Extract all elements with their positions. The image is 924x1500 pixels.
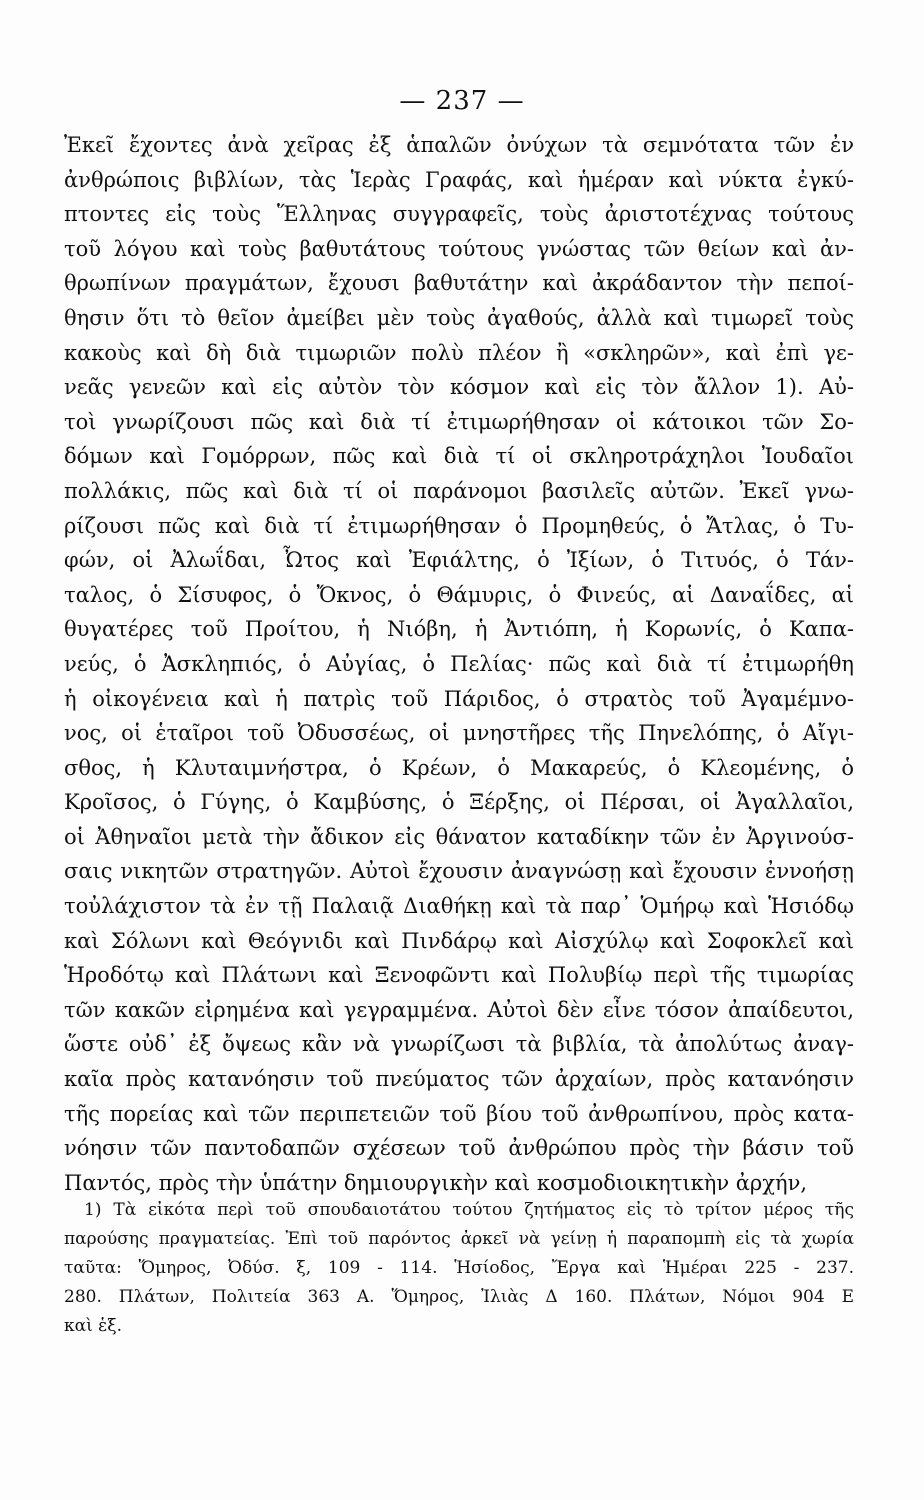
body-line: νος, οἱ ἑταῖροι τοῦ Ὀδυσσέως, οἱ μνηστῆρες τῆς Πηνελόπης, ὁ Αἴγι- <box>64 721 854 746</box>
body-line: ρίζουσι πῶς καὶ διὰ τί ἐτιμωρήθησαν ὁ Προμηθεύς, ὁ Ἄτλας, ὁ Τυ- <box>64 513 854 538</box>
footnote-line: παρούσης πραγματείας. Ἐπὶ τοῦ παρόντος ἀρκεῖ νὰ γείνῃ ἡ παραπομπὴ εἰς τὰ χωρία <box>64 1229 854 1249</box>
body-line: πολλάκις, πῶς καὶ διὰ τί οἱ παράνομοι βασιλεῖς αὐτῶν. Ἐκεῖ γνω- <box>64 478 854 503</box>
body-line: σθος, ἡ Κλυταιμνήστρα, ὁ Κρέων, ὁ Μακαρεύς, ὁ Κλεομένης, ὁ <box>64 755 854 780</box>
footnote-line: ταῦτα: Ὅμηρος, Ὀδύσ. ξ, 109 - 114. Ἡσίοδος, Ἔργα καὶ Ἡμέραι 225 - 237. <box>64 1258 854 1278</box>
body-line: Ἡροδότῳ καὶ Πλάτωνι καὶ Ξενοφῶντι καὶ Πολυβίῳ περὶ τῆς τιμωρίας <box>64 963 854 988</box>
body-line: νεᾶς γενεῶν καὶ εἰς αὐτὸν τὸν κόσμον καὶ εἰς τὸν ἄλλον 1). Αὐ- <box>64 375 854 400</box>
body-line: οἱ Ἀθηναῖοι μετὰ τὴν ἄδικον εἰς θάνατον καταδίκην τῶν ἐν Ἀργινούσ- <box>64 824 854 849</box>
body-line: σαις νικητῶν στρατηγῶν. Αὐτοὶ ἔχουσιν ἀναγνώσῃ καὶ ἔχουσιν ἐννοήσῃ <box>64 859 854 884</box>
body-line: καὶ Σόλωνι καὶ Θεόγνιδι καὶ Πινδάρῳ καὶ Αἰσχύλῳ καὶ Σοφοκλεῖ καὶ <box>64 928 854 953</box>
body-line: θρωπίνων πραγμάτων, ἔχουσι βαθυτάτην καὶ ἀκράδαντον τὴν πεποί- <box>64 271 854 296</box>
body-line: φών, οἱ Ἀλωΐδαι, Ὦτος καὶ Ἐφιάλτης, ὁ Ἰξίων, ὁ Τιτυός, ὁ Τάν- <box>64 548 854 573</box>
body-line: νόησιν τῶν παντοδαπῶν σχέσεων τοῦ ἀνθρώπου πρὸς τὴν βάσιν τοῦ <box>64 1136 854 1161</box>
body-line: τοῦ λόγου καὶ τοὺς βαθυτάτους τούτους γνώστας τῶν θείων καὶ ἀν- <box>64 236 854 261</box>
body-line: ἀνθρώποις βιβλίων, τὰς Ἱερὰς Γραφάς, καὶ ἡμέραν καὶ νύκτα ἐγκύ- <box>64 167 854 192</box>
body-line: θησιν ὅτι τὸ θεῖον ἀμείβει μὲν τοὺς ἀγαθούς, ἀλλὰ καὶ τιμωρεῖ τοὺς <box>64 305 854 330</box>
body-line: καῖα πρὸς κατανόησιν τοῦ πνεύματος τῶν ἀρχαίων, πρὸς κατανόησιν <box>64 1067 854 1092</box>
body-line: ὥστε οὐδ᾽ ἐξ ὄψεως κἂν νὰ γνωρίζωσι τὰ βιβλία, τὰ ἀπολύτως ἀναγ- <box>64 1032 854 1057</box>
body-paragraph <box>64 128 854 1200</box>
footnote-line: 280. Πλάτων, Πολιτεία 363 Α. Ὅμηρος, Ἰλιὰς Δ 160. Πλάτων, Νόμοι 904 Ε <box>64 1287 854 1307</box>
body-line: Κροῖσος, ὁ Γύγης, ὁ Καμβύσης, ὁ Ξέρξης, οἱ Πέρσαι, οἱ Ἀγαλλαῖοι, <box>64 790 854 815</box>
body-line: θυγατέρες τοῦ Προίτου, ἡ Νιόβη, ἡ Ἀντιόπη, ἡ Κορωνίς, ὁ Καπα- <box>64 617 854 642</box>
body-line: πτοντες εἰς τοὺς Ἕλληνας συγγραφεῖς, τοὺς ἀριστοτέχνας τούτους <box>64 202 854 227</box>
footnote <box>64 1196 854 1341</box>
body-line: δόμων καὶ Γομόρρων, πῶς καὶ διὰ τί οἱ σκληροτράχηλοι Ἰουδαῖοι <box>64 444 854 469</box>
footnote-line: 1) Τὰ εἰκότα περὶ τοῦ σπουδαιοτάτου τούτου ζητήματος εἰς τὸ τρίτον μέρος τῆς <box>84 1200 854 1220</box>
body-line: τοὶ γνωρίζουσι πῶς καὶ διὰ τί ἐτιμωρήθησαν οἱ κάτοικοι τῶν Σο- <box>64 409 854 434</box>
body-line: κακοὺς καὶ δὴ διὰ τιμωριῶν πολὺ πλέον ἢ «σκληρῶν», καὶ ἐπὶ γε- <box>64 340 854 365</box>
body-line: νεύς, ὁ Ἀσκληπιός, ὁ Αὐγίας, ὁ Πελίας· πῶς καὶ διὰ τί ἐτιμωρήθη <box>64 651 854 676</box>
body-line: τῶν κακῶν εἰρημένα καὶ γεγραμμένα. Αὐτοὶ δὲν εἶνε τόσον ἀπαίδευτοι, <box>64 997 854 1022</box>
body-line: τῆς πορείας καὶ τῶν περιπετειῶν τοῦ βίου τοῦ ἀνθρωπίνου, πρὸς κατα- <box>64 1101 854 1126</box>
body-line: τοὐλάχιστον τὰ ἐν τῇ Παλαιᾷ Διαθήκῃ καὶ τὰ παρ᾽ Ὁμήρῳ καὶ Ἡσιόδῳ <box>64 894 854 919</box>
body-line: Παντός, πρὸς τὴν ὑπάτην δημιουργικὴν καὶ κοσμοδιοικητικὴν ἀρχήν, <box>64 1170 808 1195</box>
body-line: ταλος, ὁ Σίσυφος, ὁ Ὄκνος, ὁ Θάμυρις, ὁ Φινεύς, αἱ Δαναΐδες, αἱ <box>64 582 854 607</box>
footnote-line: καὶ ἑξ. <box>64 1316 123 1336</box>
body-line: Ἐκεῖ ἔχοντες ἀνὰ χεῖρας ἐξ ἁπαλῶν ὀνύχων τὰ σεμνότατα τῶν ἐν <box>64 133 854 157</box>
body-line: ἡ οἰκογένεια καὶ ἡ πατρὶς τοῦ Πάριδος, ὁ στρατὸς τοῦ Ἀγαμέμνο- <box>64 686 854 711</box>
page-number: — 237 — <box>399 86 525 116</box>
